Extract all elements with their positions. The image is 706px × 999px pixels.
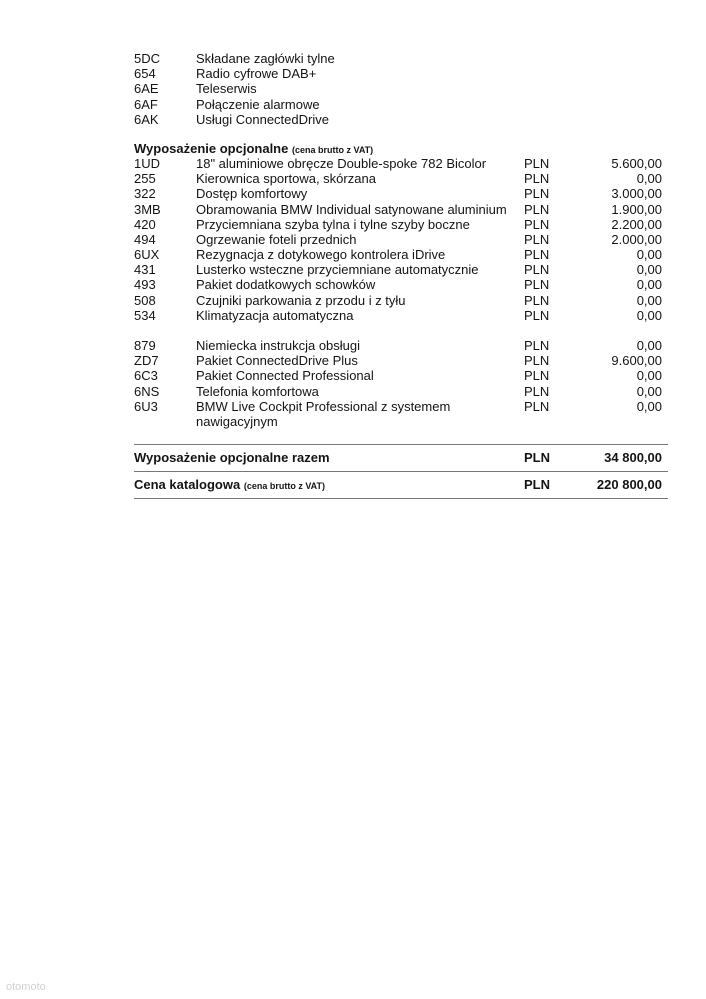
item-description: 18" aluminiowe obręcze Double-spoke 782 Bicolor	[196, 155, 487, 171]
optional-section-title: Wyposażenie opcjonalne	[134, 140, 289, 156]
list-price-label: Cena katalogowa	[134, 477, 241, 493]
item-price: 9.600,00	[611, 353, 662, 369]
optional-total-row	[134, 445, 668, 471]
item-code: 255	[134, 171, 156, 187]
optional-items-list-2	[134, 338, 668, 429]
item-description: Niemiecka instrukcja obsługi	[196, 338, 361, 353]
item-currency: PLN	[524, 216, 550, 232]
item-price: 0,00	[636, 247, 662, 263]
item-description: Klimatyzacja automatyczna	[196, 307, 354, 323]
item-currency: PLN	[524, 186, 550, 202]
item-code: 534	[134, 307, 156, 323]
list-item	[134, 97, 668, 112]
item-description: Pakiet Connected Professional	[196, 368, 374, 384]
item-currency: PLN	[524, 231, 550, 247]
item-description: Kierownica sportowa, skórzana	[196, 171, 376, 187]
item-description: Usługi ConnectedDrive	[196, 111, 329, 127]
item-currency: PLN	[524, 368, 550, 384]
item-description: Obramowania BMW Individual satynowane aluminium	[196, 201, 507, 217]
table-row	[134, 232, 668, 247]
item-code: 6U3	[134, 398, 158, 414]
optional-section-heading	[134, 141, 668, 156]
item-description: Pakiet dodatkowych schowków	[196, 277, 376, 293]
item-currency: PLN	[524, 292, 550, 308]
item-price: 3.000,00	[611, 186, 662, 202]
table-row	[134, 202, 668, 217]
optional-section-note: (cena brutto z VAT)	[291, 144, 374, 155]
list-item	[134, 66, 668, 81]
item-price: 0,00	[636, 398, 662, 414]
spacer	[134, 429, 668, 444]
item-code: 879	[134, 338, 156, 353]
item-description: Ogrzewanie foteli przednich	[196, 231, 357, 247]
table-row	[134, 217, 668, 232]
list-item	[134, 51, 668, 66]
item-code: 6C3	[134, 368, 158, 384]
optional-total-value: 34 800,00	[604, 450, 662, 466]
item-currency: PLN	[524, 383, 550, 399]
list-price-note: (cena brutto z VAT)	[243, 481, 325, 492]
item-currency: PLN	[524, 398, 550, 414]
item-description: Czujniki parkowania z przodu i z tyłu	[196, 292, 406, 308]
list-price-row	[134, 472, 668, 498]
list-price-currency: PLN	[524, 477, 550, 493]
list-item	[134, 112, 668, 127]
price-list-document	[134, 51, 668, 499]
item-code: 5DC	[134, 51, 161, 66]
item-price: 5.600,00	[611, 155, 662, 171]
item-currency: PLN	[524, 247, 550, 263]
item-price: 0,00	[636, 368, 662, 384]
item-currency: PLN	[524, 155, 550, 171]
item-description: Pakiet ConnectedDrive Plus	[196, 353, 358, 369]
standard-items-list	[134, 51, 668, 127]
table-row	[134, 156, 668, 171]
item-price: 2.200,00	[611, 216, 662, 232]
list-item	[134, 81, 668, 96]
item-code: 322	[134, 186, 156, 202]
item-description: Składane zagłówki tylne	[196, 51, 335, 66]
item-currency: PLN	[524, 171, 550, 187]
item-description: Rezygnacja z dotykowego kontrolera iDrive	[196, 247, 446, 263]
item-code: 493	[134, 277, 156, 293]
optional-items-list	[134, 156, 668, 323]
table-row	[134, 186, 668, 201]
item-currency: PLN	[524, 277, 550, 293]
watermark-logo: otomoto	[6, 981, 46, 993]
item-code: 6AK	[134, 111, 159, 127]
list-price-label-group	[134, 472, 325, 499]
item-price: 2.000,00	[611, 231, 662, 247]
item-code: 6NS	[134, 383, 160, 399]
item-description: Telefonia komfortowa	[196, 383, 319, 399]
item-description: Radio cyfrowe DAB+	[196, 66, 317, 82]
table-row	[134, 293, 668, 308]
table-row	[134, 399, 668, 429]
table-row	[134, 353, 668, 368]
table-row	[134, 247, 668, 262]
table-row	[134, 338, 668, 353]
item-price: 0,00	[636, 277, 662, 293]
table-row	[134, 277, 668, 292]
item-price: 0,00	[636, 383, 662, 399]
item-currency: PLN	[524, 338, 550, 353]
item-description: Teleserwis	[196, 81, 257, 97]
item-code: 3MB	[134, 201, 161, 217]
item-currency: PLN	[524, 201, 550, 217]
list-price-value: 220 800,00	[596, 477, 662, 493]
item-price: 1.900,00	[611, 201, 662, 217]
item-code: 6AF	[134, 96, 158, 112]
item-description: Przyciemniana szyba tylna i tylne szyby boczne	[196, 216, 470, 232]
item-code: 6AE	[134, 81, 159, 97]
item-price: 0,00	[636, 338, 662, 353]
item-currency: PLN	[524, 307, 550, 323]
item-code: 6UX	[134, 247, 160, 263]
optional-total-label: Wyposażenie opcjonalne razem	[134, 450, 330, 466]
item-description: Lusterko wsteczne przyciemniane automatycznie	[196, 262, 479, 278]
table-row	[134, 308, 668, 323]
table-row	[134, 368, 668, 383]
item-description: Dostęp komfortowy	[196, 186, 308, 202]
item-price: 0,00	[636, 307, 662, 323]
table-row	[134, 262, 668, 277]
table-row	[134, 384, 668, 399]
item-price: 0,00	[636, 292, 662, 308]
optional-total-currency: PLN	[524, 450, 550, 466]
table-row	[134, 171, 668, 186]
item-description: BMW Live Cockpit Professional z systemem nawigacyjnym	[196, 398, 451, 429]
item-code: ZD7	[134, 353, 159, 369]
item-currency: PLN	[524, 262, 550, 278]
item-code: 420	[134, 216, 156, 232]
item-currency: PLN	[524, 353, 550, 369]
item-description: Połączenie alarmowe	[196, 96, 320, 112]
item-price: 0,00	[636, 171, 662, 187]
item-code: 494	[134, 231, 156, 247]
item-code: 431	[134, 262, 156, 278]
item-code: 508	[134, 292, 156, 308]
item-price: 0,00	[636, 262, 662, 278]
item-code: 654	[134, 66, 156, 82]
spacer	[134, 323, 668, 338]
item-code: 1UD	[134, 155, 161, 171]
